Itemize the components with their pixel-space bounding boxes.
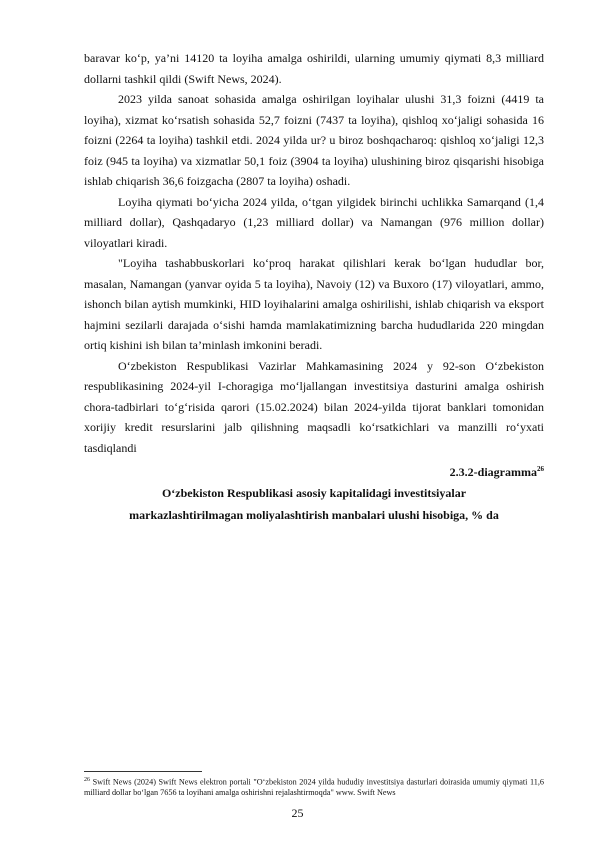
paragraph-1: baravar ko‘p, ya’ni 14120 ta loyiha amalga oshirildi, ularning umumiy qiymati 8,3 milliard dollarni tashkil qildi (Swift News, 2024). — [84, 51, 544, 86]
footnote — [84, 775, 544, 798]
diagram-number — [84, 459, 544, 482]
paragraph-2: 2023 yilda sanoat sohasida amalga oshirilgan loyihalar ulushi 31,3 foizni (4419 ta loyiha), xizmat ko‘rsatish sohasida 52,7 foizni (7437 ta loyiha), qishloq xo‘jaligi sohasida 16 foizni (2264 ta loyiha) tashkil etdi. 2024 yilda ur? u biroz boshqacharoq: qishloq xo‘jaligi 12,3 foiz (945 ta loyiha) va xizmatlar 50,1 foiz (3904 ta loyiha) ulushining biroz qisqarishi hisobiga ishlab chiqarish 36,6 foizgacha (2807 ta loyiha) oshadi. — [84, 92, 544, 188]
footnote-separator — [84, 771, 202, 772]
paragraph-5: O‘zbekiston Respublikasi Vazirlar Mahkamasining 2024 y 92-son O‘zbekiston respublikasining 2024-yil I-choragiga mo‘ljallangan investitsiya dasturini amalga oshirish chora-tadbirlari to‘g‘risida qarori (15.02.2024) bilan 2024-yilda tijorat banklari tomonidan xorijiy kredit resurslarini jalb qilishning maqsadli ko‘rsatkichlari va manzilli ro‘yxati tasdiqlandi — [84, 358, 544, 455]
diagram-title-line-1: O‘zbekiston Respublikasi asosiy kapitalidagi investitsiyalar — [161, 486, 467, 500]
diagram-title-line-2: markazlashtirilmagan moliyalashtirish manbalari ulushi hisobiga, % da — [129, 508, 499, 522]
document-body — [84, 48, 544, 526]
paragraph-4: "Loyiha tashabbuskorlari ko‘proq harakat qilishlari kerak bo‘lgan hududlar bor, masalan, Namangan (yanvar oyida 5 ta loyiha), Navoiy (12) va Buxoro (17) viloyatlari, ammo, ishonch bilan aytish mumkinki, HID loyihalarini amalga oshirilishi, ishlab chiqarish va eksport hajmini sezilarli darajada o‘sishi hamda mamlakatimizning barcha hududlarida 220 mingdan ortiq kishini ish bilan ta’minlash imkonini beradi. — [84, 256, 544, 352]
paragraph-3: Loyiha qiymati bo‘yicha 2024 yilda, o‘tgan yilgidek birinchi uchlikka Samarqand (1,4 milliard dollar), Qashqadaryo (1,23 milliard dollar) va Namangan (976 million dollar) viloyatlari kiradi. — [84, 194, 544, 250]
diagram-number-text: 2.3.2-diagramma — [449, 465, 537, 479]
diagram-footnote-ref: 26 — [537, 465, 544, 473]
footnote-ref: 26 — [84, 777, 90, 783]
footnote-text: Swift News (2024) Swift News elektron portali "O‘zbekiston 2024 yilda hududiy investitsiya dasturlari doirasida umumiy qiymati 11,6 milliard dollar bo‘lgan 7656 ta loyihani amalga oshirishni rejalashtirmoqda" www. Swift News — [84, 777, 544, 797]
page-number: 25 — [291, 806, 304, 820]
